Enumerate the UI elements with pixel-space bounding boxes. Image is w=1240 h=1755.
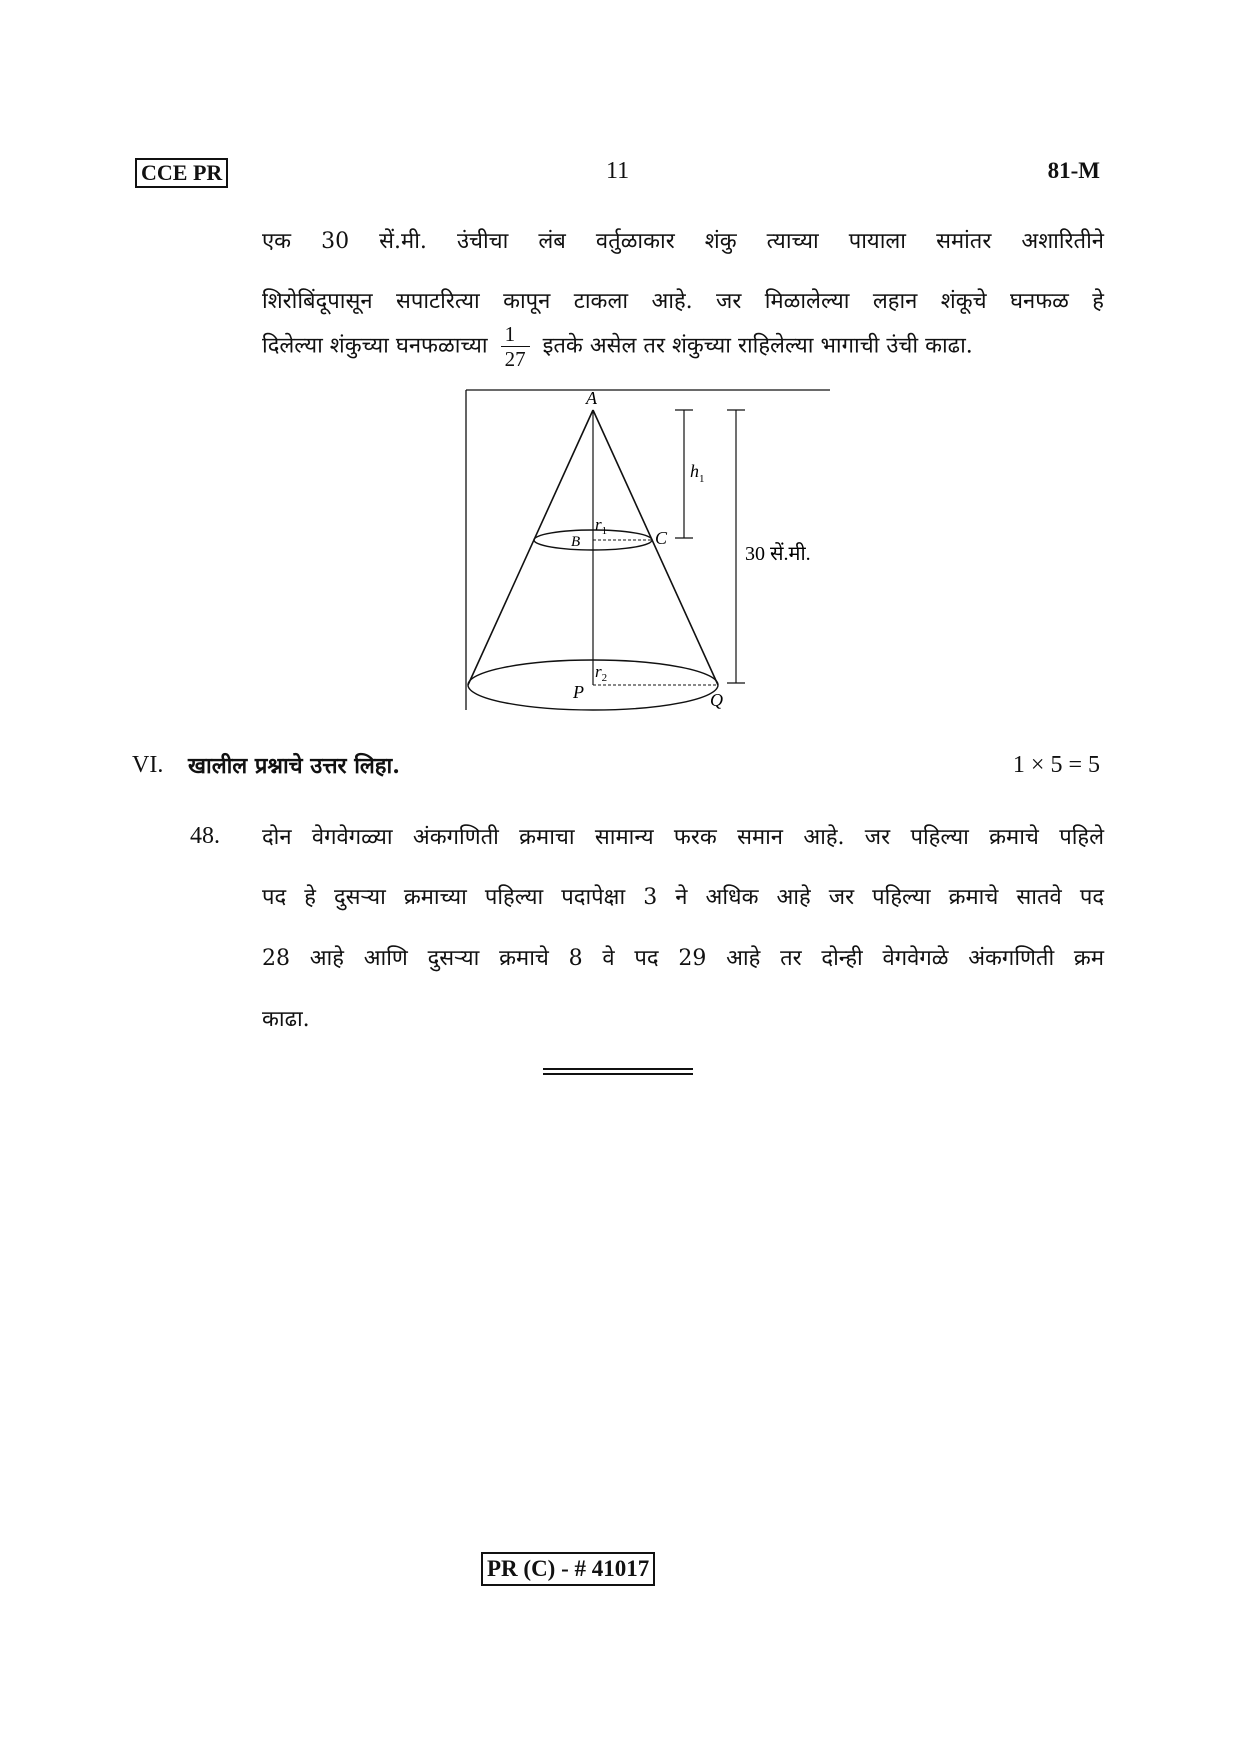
q47-line-3 bbox=[262, 322, 1104, 371]
label-h1-subscript: 1 bbox=[699, 473, 705, 485]
label-a: A bbox=[586, 388, 597, 408]
footer-code: PR (C) - # 41017 bbox=[481, 1552, 655, 1586]
label-r2-letter: r bbox=[595, 662, 602, 681]
q48-line-2: पद हे दुसऱ्या क्रमाच्या पहिल्या पदापेक्षा 3 ने अधिक आहे जर पहिल्या क्रमाचे सातवे पद bbox=[262, 885, 1104, 910]
section-marks: 1 × 5 = 5 bbox=[1012, 752, 1100, 778]
q48-line-4: काढा. bbox=[262, 1007, 310, 1032]
label-r1-letter: r bbox=[595, 515, 602, 534]
label-q: Q bbox=[710, 690, 723, 710]
label-r1-subscript: 1 bbox=[601, 525, 608, 537]
fraction-denominator: 27 bbox=[504, 347, 526, 371]
header-box-cce-pr: CCE PR bbox=[135, 158, 228, 188]
height-label: 30 सें.मी. bbox=[745, 543, 811, 565]
q47-line-3-after: इतके असेल तर शंकुच्या राहिलेल्या भागाची उंची काढा. bbox=[542, 333, 973, 359]
question-number-48: 48. bbox=[190, 823, 220, 849]
paper-code: 81-M bbox=[1047, 158, 1100, 183]
section-number: VI. bbox=[132, 752, 164, 778]
label-b: B bbox=[571, 534, 581, 550]
label-h1 bbox=[690, 461, 705, 485]
cone-figure bbox=[460, 380, 840, 720]
label-r2-subscript: 2 bbox=[601, 672, 608, 684]
fraction-numerator: 1 bbox=[501, 322, 530, 347]
label-h1-letter: h bbox=[690, 461, 699, 481]
label-r1 bbox=[595, 515, 607, 537]
label-p: P bbox=[573, 682, 584, 702]
q47-line-3-before: दिलेल्या शंकुच्या घनफळाच्या bbox=[262, 333, 488, 359]
q48-line-3: 28 आहे आणि दुसऱ्या क्रमाचे 8 वे पद 29 आहे तर दोन्ही वेगवेगळे अंकगणिती क्रम bbox=[262, 946, 1104, 971]
q48-line-1: दोन वेगवेगळ्या अंकगणिती क्रमाचा सामान्य फरक समान आहे. जर पहिल्या क्रमाचे पहिले bbox=[262, 825, 1104, 850]
q47-line-1: एक 30 सें.मी. उंचीचा लंब वर्तुळाकार शंकु त्याच्या पायाला समांतर अशारितीने bbox=[262, 229, 1104, 254]
fraction bbox=[501, 322, 530, 371]
label-r2 bbox=[595, 662, 607, 684]
q47-line-2: शिरोबिंदूपासून सपाटरित्या कापून टाकला आहे. जर मिळालेल्या लहान शंकूचे घनफळ हे bbox=[262, 289, 1104, 314]
section-title: खालील प्रश्नाचे उत्तर लिहा. bbox=[188, 753, 400, 779]
label-c: C bbox=[655, 528, 668, 548]
page-number: 11 bbox=[606, 158, 630, 184]
end-of-paper-rule bbox=[543, 1068, 693, 1075]
